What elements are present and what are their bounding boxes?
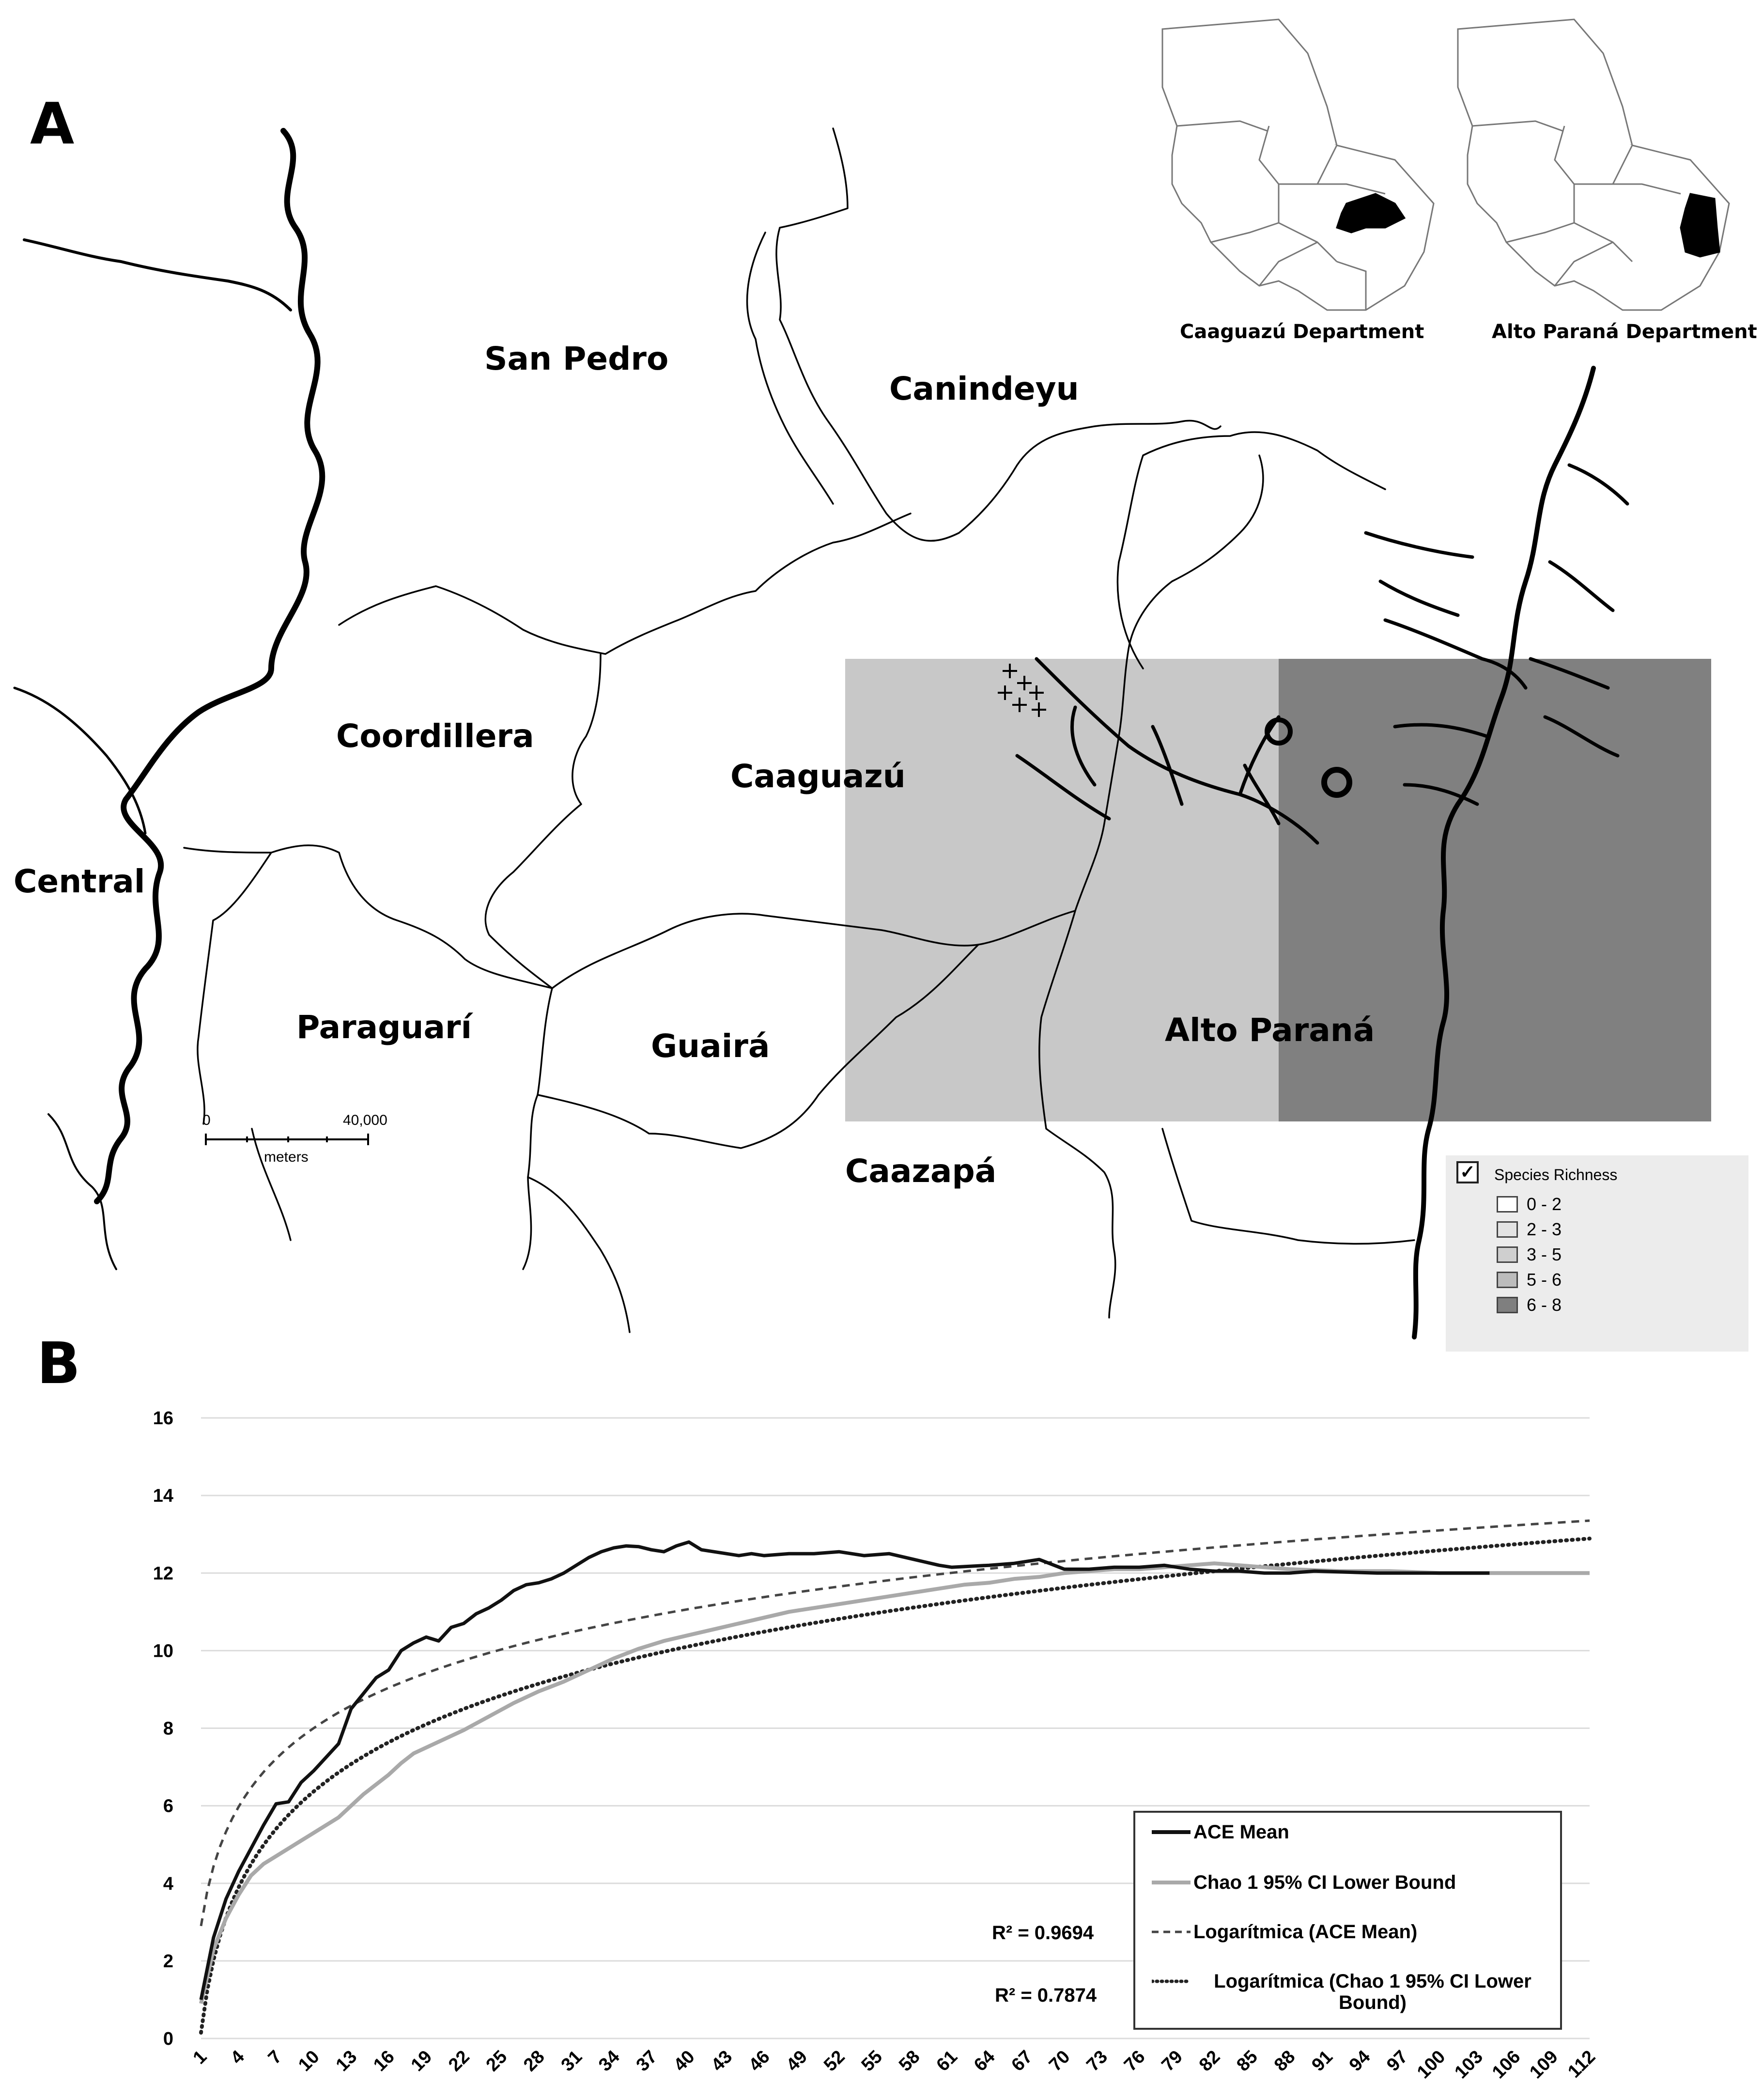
- legend-entry-log-chao: [1135, 1971, 1562, 2019]
- y-tick-label: 10: [153, 1641, 173, 1662]
- panel-label-b: B: [37, 1330, 80, 1397]
- x-tick-label: 91: [1308, 2046, 1337, 2076]
- x-tick-label: 55: [857, 2046, 887, 2076]
- legend-entry-log-ace: [1135, 1921, 1562, 1945]
- label-central: Central: [14, 863, 145, 900]
- scale-bar: [206, 1134, 368, 1145]
- species-richness-legend: [1446, 1155, 1748, 1352]
- x-tick-label: 49: [782, 2046, 812, 2076]
- scale-start-label: 0: [202, 1112, 211, 1128]
- inset-alto-parana: [1458, 19, 1729, 310]
- inset-caption-alto-parana: Alto Paraná Department: [1492, 321, 1757, 343]
- chart-legend: [1133, 1811, 1562, 2030]
- x-tick-label: 37: [632, 2046, 662, 2076]
- richness-cell-high: [1279, 659, 1711, 1121]
- scale-unit-label: meters: [264, 1149, 309, 1165]
- x-tick-label: 7: [264, 2046, 286, 2069]
- legend-swatch: [1497, 1272, 1518, 1288]
- x-tick-label: 13: [332, 2046, 361, 2076]
- y-tick-label: 2: [163, 1951, 173, 1972]
- x-tick-label: 67: [1007, 2046, 1037, 2076]
- y-tick-label: 6: [163, 1796, 173, 1817]
- legend-item-label: 0 - 2: [1527, 1194, 1562, 1214]
- x-tick-label: 25: [482, 2046, 511, 2076]
- x-tick-label: 64: [970, 2046, 999, 2076]
- r-squared-ace: R² = 0.9694: [992, 1922, 1094, 1944]
- legend-label: Chao 1 95% CI Lower Bound: [1193, 1872, 1456, 1893]
- legend-entry-chao: [1135, 1872, 1562, 1896]
- x-tick-label: 19: [407, 2046, 436, 2076]
- label-paraguari: Paraguarí: [296, 1009, 472, 1046]
- x-tick-label: 52: [820, 2046, 849, 2076]
- x-tick-label: 100: [1413, 2046, 1450, 2083]
- x-tick-label: 106: [1488, 2046, 1525, 2083]
- x-tick-label: 40: [670, 2046, 699, 2076]
- legend-item-label: 2 - 3: [1527, 1219, 1562, 1239]
- x-tick-label: 61: [932, 2046, 962, 2076]
- legend-swatch: [1497, 1246, 1518, 1263]
- x-tick-label: 109: [1526, 2046, 1562, 2083]
- legend-entry-ace-mean: [1135, 1821, 1562, 1846]
- x-tick-label: 1: [189, 2046, 211, 2069]
- legend-label: Logarítmica (Chao 1 95% CI Lower Bound): [1214, 1971, 1531, 2013]
- alto-parana-highlight: [1681, 194, 1719, 257]
- x-tick-label: 22: [445, 2046, 474, 2076]
- x-tick-label: 58: [895, 2046, 924, 2076]
- x-tick-label: 88: [1270, 2046, 1299, 2076]
- x-tick-label: 46: [745, 2046, 774, 2076]
- legend-label: ACE Mean: [1193, 1821, 1289, 1843]
- x-tick-label: 43: [707, 2046, 737, 2076]
- label-san-pedro: San Pedro: [484, 340, 669, 377]
- legend-swatch: [1497, 1221, 1518, 1238]
- northwest-tributary: [24, 240, 291, 310]
- inset-caption-caaguazu: Caaguazú Department: [1180, 321, 1424, 343]
- y-tick-label: 14: [153, 1486, 173, 1507]
- x-tick-label: 103: [1451, 2046, 1487, 2083]
- r-squared-chao: R² = 0.7874: [995, 1985, 1097, 2006]
- x-tick-label: 85: [1233, 2046, 1262, 2076]
- panel-label-a: A: [30, 90, 75, 157]
- legend-checkbox[interactable]: ✓: [1456, 1161, 1479, 1183]
- legend-swatch: [1497, 1297, 1518, 1313]
- label-caaguazu: Caaguazú: [730, 758, 906, 795]
- y-tick-label: 0: [163, 2029, 173, 2049]
- x-tick-label: 97: [1383, 2046, 1412, 2076]
- y-tick-label: 16: [153, 1408, 173, 1429]
- x-tick-label: 31: [557, 2046, 587, 2076]
- x-tick-label: 79: [1158, 2046, 1187, 2076]
- x-axis-ticks: [189, 2047, 1600, 2083]
- x-tick-label: 82: [1195, 2046, 1224, 2076]
- x-tick-label: 70: [1045, 2046, 1074, 2076]
- label-canindeyu: Canindeyu: [889, 370, 1079, 407]
- inset-caaguazu: [1162, 19, 1434, 310]
- x-tick-label: 112: [1564, 2046, 1600, 2082]
- y-tick-label: 8: [163, 1718, 173, 1739]
- x-tick-label: 4: [227, 2046, 248, 2069]
- x-tick-label: 73: [1083, 2046, 1112, 2076]
- y-tick-label: 12: [153, 1563, 173, 1584]
- legend-item-label: 3 - 5: [1527, 1244, 1562, 1264]
- label-caazapa: Caazapá: [845, 1152, 997, 1190]
- x-tick-label: 10: [294, 2046, 324, 2076]
- y-axis-ticks: [153, 1408, 173, 2049]
- legend-label: Logarítmica (ACE Mean): [1193, 1921, 1418, 1943]
- label-guaira: Guairá: [651, 1027, 770, 1065]
- label-coordillera: Coordillera: [336, 717, 534, 755]
- richness-cell-medium: [845, 659, 1279, 1121]
- legend-swatch: [1497, 1196, 1518, 1213]
- x-tick-label: 94: [1345, 2046, 1375, 2076]
- x-tick-label: 28: [520, 2046, 549, 2076]
- x-tick-label: 34: [595, 2046, 624, 2076]
- y-tick-label: 4: [163, 1873, 173, 1894]
- x-tick-label: 76: [1120, 2046, 1149, 2076]
- paraguay-river: [97, 131, 322, 1201]
- scale-end-label: 40,000: [343, 1112, 387, 1128]
- legend-item-label: 6 - 8: [1527, 1295, 1562, 1315]
- x-tick-label: 16: [370, 2046, 399, 2076]
- label-alto-parana: Alto Paraná: [1165, 1011, 1375, 1049]
- legend-item-label: 5 - 6: [1527, 1270, 1562, 1290]
- legend-title: Species Richness: [1494, 1166, 1618, 1183]
